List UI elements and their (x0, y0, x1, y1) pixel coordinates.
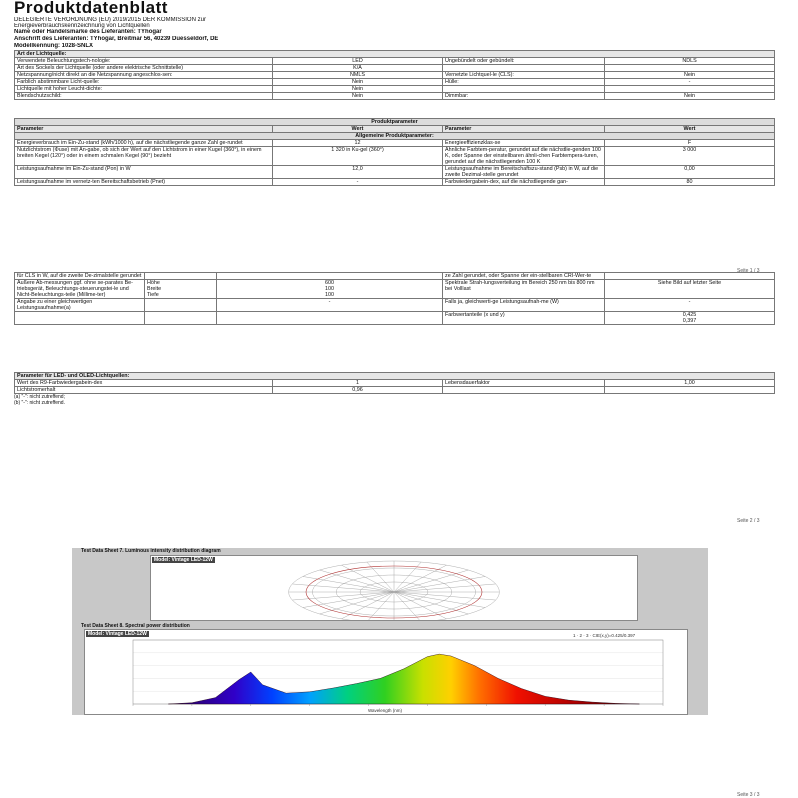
table-cell: NMLS (273, 72, 443, 79)
table-cell: F (605, 140, 775, 147)
spectral-chart-frame (84, 629, 688, 715)
table-cell: - (217, 299, 443, 312)
light-distribution-panel (72, 548, 708, 623)
table-row (15, 273, 775, 280)
table-cell (605, 273, 775, 280)
polar-diagram (151, 556, 637, 620)
regulation-line-2: Energieverbrauchskennzeichnung von Lichtquellen (14, 23, 150, 29)
table-cell: Farbwertanteile (x und y) (443, 312, 605, 325)
page-number-3: Seite 3 / 3 (737, 792, 760, 798)
param-head-2: Wert (273, 126, 443, 133)
table-cell: Ähnliche Farbtem-peratur, gerundet auf die nächstlie-genden 100 K, oder Spanne der einstellbaren ähnli-chen Farbtempera-turen, gerundet auf die nächstliegenden 100 K (443, 147, 605, 166)
table-cell: 1 (273, 380, 443, 387)
page-number-1: Seite 1 / 3 (737, 268, 760, 274)
table-row (15, 147, 775, 166)
table-cell: Verwendete Beleuchtungstech-nologie: (15, 58, 273, 65)
table-cell (145, 312, 217, 325)
dimensions-table (14, 272, 775, 325)
table-cell: Ungebündelt oder gebündelt: (443, 58, 605, 65)
spectral-x-label: Wavelength (nm) (367, 708, 403, 713)
table-row (15, 58, 775, 65)
param-head-4: Wert (605, 126, 775, 133)
table-cell: Farblich abstimmbare Licht-quelle: (15, 79, 273, 86)
table-cell: Nein (273, 79, 443, 86)
regulation-line-1: DELEGIERTE VERORDNUNG (EU) 2019/2015 DER KOMMISSION zur (14, 17, 206, 23)
table-cell: - (605, 79, 775, 86)
table-cell: Äußere Ab-messungen ggf. ohne se-parates Be-triebsgerät, Beleuchtungs-steuerungstei-le und Nicht-Beleuchtungs-teile (Millime-ter) (15, 280, 145, 299)
table-cell: Leistungsaufnahme im Ein-Zu-stand (Pon) in W (15, 166, 273, 179)
spectral-panel (72, 623, 708, 715)
table-cell: Lichtquelle mit hoher Leucht-dichte: (15, 86, 273, 93)
table-cell: Wert des R9-Farbwiedergabein-dex (15, 380, 273, 387)
table-cell: NDLS (605, 58, 775, 65)
table-cell: Art des Sockels der Lichtquelle (oder andere elektrische Schnittstelle) (15, 65, 273, 72)
table-cell: Leistungsaufnahme im Bereitschaftszu-stand (Psb) in W, auf die zweite Dezimal-stelle gerundet (443, 166, 605, 179)
table-cell (605, 387, 775, 394)
page-number-2: Seite 2 / 3 (737, 518, 760, 524)
table-cell: 0,96 (273, 387, 443, 394)
table-cell: Dimmbar: (443, 93, 605, 100)
table-cell: Spektrale Strah-lungsverteilung im Bereich 250 nm bis 800 nm bei Volllast (443, 280, 605, 299)
table-cell: Nein (605, 72, 775, 79)
section-led: Parameter für LED- und OLED-Lichtquellen: (15, 373, 775, 380)
table-cell: Falls ja, gleichwerti-ge Leistungsaufnah-me (W) (443, 299, 605, 312)
spectral-area (168, 654, 639, 704)
table-cell: - (605, 299, 775, 312)
table-cell: 12 (273, 140, 443, 147)
table-cell: Netzspannung/nicht direkt an die Netzspannung angeschlos-sen: (15, 72, 273, 79)
table-cell: 3 000 (605, 147, 775, 166)
table-cell: 600 100 100 (217, 280, 443, 299)
section-type: Art der Lichtquelle: (15, 51, 775, 58)
led-table (14, 372, 775, 394)
table-cell: LED (273, 58, 443, 65)
type-table (14, 50, 775, 100)
page-title: Produktdatenblatt (14, 0, 168, 17)
supplier-brand: Name oder Handelsmarke des Lieferanten: TYhogar (14, 29, 162, 35)
table-cell: Lichtstromerhalt (15, 387, 273, 394)
spectral-panel-title: Test Data Sheet 8. Spectral power distribution (81, 623, 190, 629)
table-cell: - (273, 179, 443, 186)
table-cell (443, 387, 605, 394)
table-cell: 12,0 (273, 166, 443, 179)
table-row (15, 93, 775, 100)
table-cell: Blendschutzschild: (15, 93, 273, 100)
table-cell: 0,00 (605, 166, 775, 179)
table-row (15, 140, 775, 147)
table-cell (217, 273, 443, 280)
table-cell: Lebensdauerfaktor (443, 380, 605, 387)
light-diagram-frame (150, 555, 638, 621)
table-cell: Energieeffizienzklas-se (443, 140, 605, 147)
table-cell: 1,00 (605, 380, 775, 387)
table-cell (145, 273, 217, 280)
table-row (15, 280, 775, 299)
spectral-model-label: Model: Vintage LED-12W (88, 631, 147, 637)
param-head-3: Parameter (443, 126, 605, 133)
section-general: Allgemeine Produktparameter: (15, 133, 775, 140)
table-cell: Nutzlichtstrom (Φuse) mit An-gabe, ob sich der Wert auf den Lichtstrom in einer Kugel (360°), in einem breiten Kegel (120°) oder in einem schmalen Kegel (90°) bezieht (15, 147, 273, 166)
table-cell: Leistungsaufnahme im vernetz-ten Bereitschaftsbetrieb (Pnet) (15, 179, 273, 186)
table-cell: Angabe zu einer gleichwertigen Leistungsaufnahme(a) (15, 299, 145, 312)
table-cell: Hülle: (443, 79, 605, 86)
table-cell: Nein (605, 93, 775, 100)
param-head-1: Parameter (15, 126, 273, 133)
table-cell: K/A (273, 65, 443, 72)
footnote-1: (a) "-": nicht zutreffend; (14, 394, 65, 400)
light-panel-title: Test Data Sheet 7. Luminous intensity distribution diagram (81, 548, 221, 554)
table-row (15, 72, 775, 79)
table-row (15, 166, 775, 179)
table-row (15, 387, 775, 394)
table-row (15, 179, 775, 186)
table-cell (443, 86, 605, 93)
table-cell: Farbwiedergabein-dex, auf die nächstliegende gan- (443, 179, 605, 186)
light-model-label: Model: Vintage LED-12W (154, 557, 213, 563)
model-id: Modellkennung: 1028-SNLX (14, 43, 94, 49)
table-row (15, 380, 775, 387)
table-cell: Siehe Bild auf letzter Seite (605, 280, 775, 299)
param-table (14, 118, 775, 186)
table-cell: ze Zahl gerundet, oder Spanne der ein-stellbaren CRI-Wer-te (443, 273, 605, 280)
table-cell (145, 299, 217, 312)
table-cell: Höhe Breite Tiefe (145, 280, 217, 299)
table-row (15, 299, 775, 312)
table-cell (217, 312, 443, 325)
table-cell: Nein (273, 93, 443, 100)
table-cell: Nein (273, 86, 443, 93)
footnote-2: (b) "-": nicht zutreffend. (14, 400, 65, 406)
table-row (15, 79, 775, 86)
section-params: Produktparameter (15, 119, 775, 126)
table-cell (15, 312, 145, 325)
table-row (15, 86, 775, 93)
table-row (15, 312, 775, 325)
table-cell (443, 65, 605, 72)
table-cell (605, 86, 775, 93)
table-cell: 1 320 in Ku-gel (360°) (273, 147, 443, 166)
table-cell: 0,425 0,397 (605, 312, 775, 325)
table-cell: Vernetzte Lichtquel-le (CLS): (443, 72, 605, 79)
supplier-address: Anschrift des Lieferanten: TYhogar, Breitmar 56, 40239 Duesseldorf, DE (14, 36, 219, 42)
table-cell (605, 65, 775, 72)
spectral-chart (85, 630, 687, 714)
spectral-legend: 1 · 2 · 3 · CIE(x,y)=0.425/0.397 (573, 633, 636, 638)
table-cell: Energieverbrauch im Ein-Zu-stand (kWh/1000 h), auf die nächstliegende ganze Zahl ge-rundet (15, 140, 273, 147)
table-cell: 80 (605, 179, 775, 186)
table-row (15, 65, 775, 72)
table-cell: für CLS in W, auf die zweite De-zimalstelle gerundet (15, 273, 145, 280)
